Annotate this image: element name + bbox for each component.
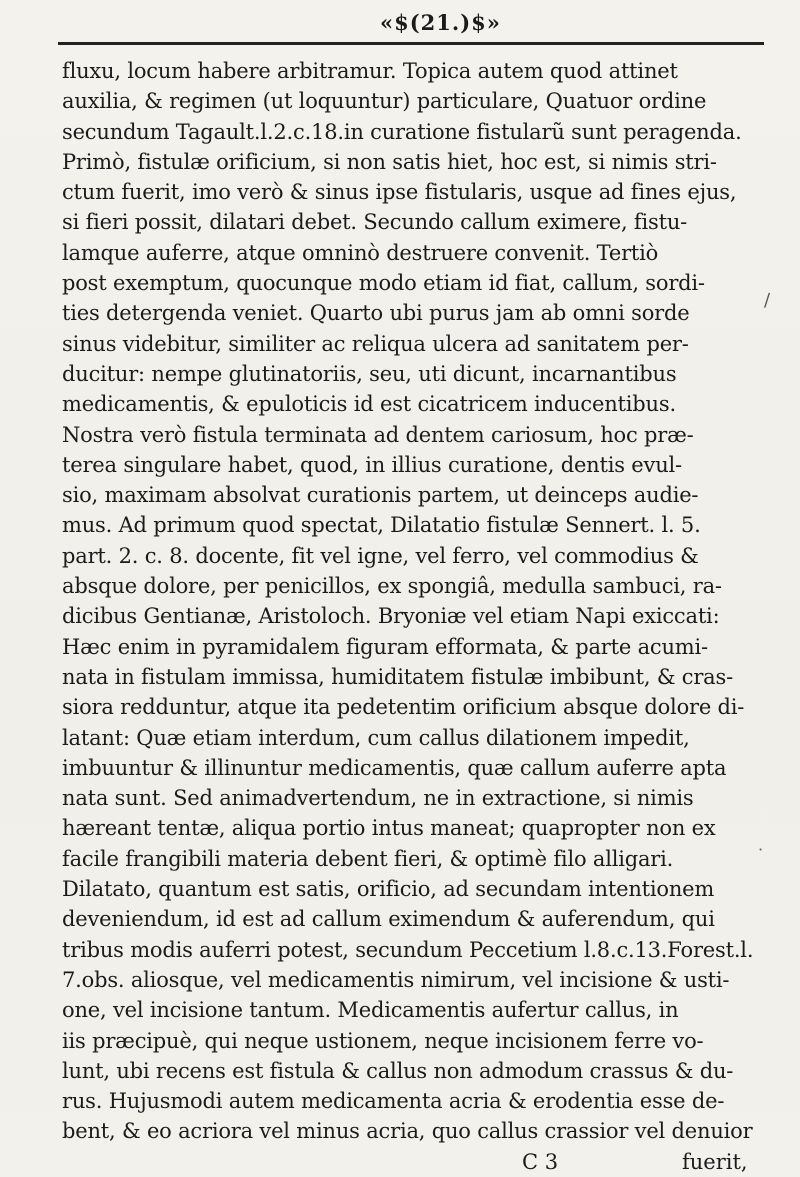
text-line: Primò, fistulæ orificium, si non satis hiet, hoc est, si nimis stri-	[62, 149, 717, 174]
page-number: «$(21.)$»	[380, 10, 501, 35]
text-block	[62, 56, 772, 1177]
text-line: Hæc enim in pyramidalem figuram efformata, & parte acumi-	[62, 634, 708, 659]
text-line: ties detergenda veniet. Quarto ubi purus jam ab omni sorde	[62, 301, 690, 326]
text-line: Dilatato, quantum est satis, orificio, ad secundam intentionem	[62, 877, 715, 902]
text-line: Nostra verò fistula terminata ad dentem cariosum, hoc præ-	[62, 422, 694, 447]
text-line: rus. Hujusmodi autem medicamenta acria & erodentia esse de-	[62, 1089, 725, 1114]
footer-line	[62, 1147, 772, 1177]
text-line: absque dolore, per penicillos, ex spongiâ, medulla sambuci, ra-	[62, 574, 722, 599]
text-line: bent, & eo acriora vel minus acria, quo callus crassior vel denuior	[62, 1119, 753, 1144]
catchword: fuerit,	[682, 1149, 748, 1174]
text-line: deveniendum, id est ad callum eximendum & auferendum, qui	[62, 907, 715, 932]
text-line: tribus modis auferri potest, secundum Peccetium l.8.c.13.Forest.l.	[62, 937, 754, 962]
text-line: mus. Ad primum quod spectat, Dilatatio fistulæ Sennert. l. 5.	[62, 513, 701, 538]
text-line: imbuuntur & illinuntur medicamentis, quæ callum auferre apta	[62, 755, 727, 780]
text-line: latant: Quæ etiam interdum, cum callus dilationem impedit,	[62, 725, 690, 750]
text-line: medicamentis, & epuloticis id est cicatricem inducentibus.	[62, 392, 676, 417]
text-line: ctum fuerit, imo verò & sinus ipse fistularis, usque ad fines ejus,	[62, 180, 737, 205]
text-line: auxilia, & regimen (ut loquuntur) particulare, Quatuor ordine	[62, 89, 707, 114]
text-line: ducitur: nempe glutinatoriis, seu, uti dicunt, incarnantibus	[62, 361, 677, 386]
signature-mark: C 3	[522, 1149, 559, 1174]
text-line: iis præcipuè, qui neque ustionem, neque incisionem ferre vo-	[62, 1028, 704, 1053]
text-line: lunt, ubi recens est fistula & callus non admodum crassus & du-	[62, 1058, 734, 1083]
text-line: 7.obs. aliosque, vel medicamentis nimirum, vel incisione & usti-	[62, 967, 730, 992]
text-line: sio, maximam absolvat curationis partem, ut deinceps audie-	[62, 483, 699, 508]
text-line: siora redduntur, atque ita pedetentim orificium absque dolore di-	[62, 695, 745, 720]
page-header	[0, 10, 800, 50]
text-line: lamque auferre, atque omninò destruere convenit. Tertiò	[62, 240, 659, 265]
text-line: sinus videbitur, similiter ac reliqua ulcera ad sanitatem per-	[62, 331, 689, 356]
text-line: terea singulare habet, quod, in illius curatione, dentis evul-	[62, 452, 682, 477]
text-line: dicibus Gentianæ, Aristoloch. Bryoniæ vel etiam Napi exiccati:	[62, 604, 720, 629]
text-line: nata in fistulam immissa, humiditatem fistulæ imbibunt, & cras-	[62, 664, 733, 689]
text-line: secundum Tagault.l.2.c.18.in curatione fistularũ sunt peragenda.	[62, 119, 742, 144]
text-line: hæreant tentæ, aliqua portio intus maneat; quapropter non ex	[62, 816, 716, 841]
text-line: one, vel incisione tantum. Medicamentis aufertur callus, in	[62, 998, 679, 1023]
text-line: nata sunt. Sed animadvertendum, ne in extractione, si nimis	[62, 786, 694, 811]
header-rule	[58, 42, 764, 45]
text-line: part. 2. c. 8. docente, fit vel igne, vel ferro, vel commodius &	[62, 543, 699, 568]
text-line: facile frangibili materia debent fieri, & optimè filo alligari.	[62, 846, 674, 871]
margin-mark: ∕	[764, 290, 771, 311]
text-line: si fieri possit, dilatari debet. Secundo callum eximere, fistu-	[62, 210, 688, 235]
margin-mark: ·	[758, 840, 764, 859]
text-line: fluxu, locum habere arbitramur. Topica autem quod attinet	[62, 59, 678, 83]
text-line: post exemptum, quocunque modo etiam id fiat, callum, sordi-	[62, 271, 705, 296]
